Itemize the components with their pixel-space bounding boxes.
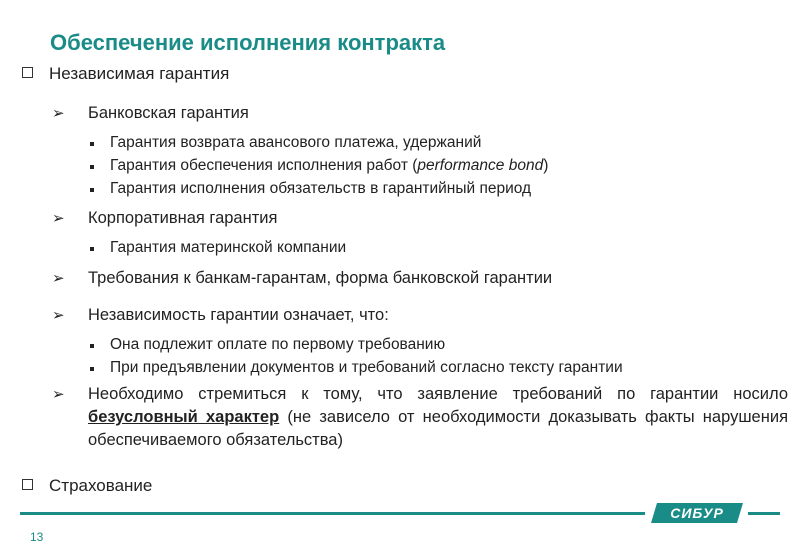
page-title: Обеспечение исполнения контракта (50, 30, 446, 55)
sub-item-text: При предъявлении документов и требований согласно тексту гарантии (110, 359, 623, 376)
item-label: Банковская гарантия (88, 104, 249, 122)
sibur-logo (651, 500, 743, 526)
section-label: Страхование (49, 476, 153, 495)
square-bullet-icon (90, 247, 94, 251)
section-independent-guarantee (22, 64, 229, 84)
footer-divider (20, 512, 645, 515)
sub-item-text: Гарантия материнской компании (110, 239, 347, 256)
checkbox-bullet-icon (22, 67, 33, 78)
item-label: Требования к банкам-гарантам, форма банковской гарантии (88, 269, 553, 287)
logo-text: СИБУР (670, 505, 724, 521)
checkbox-bullet-icon (22, 479, 33, 490)
sub-item-text: Гарантия обеспечения исполнения работ (performance bond) (110, 157, 549, 174)
square-bullet-icon (90, 165, 94, 169)
page-number: 13 (30, 530, 44, 544)
paragraph-unconditional: Необходимо стремиться к тому, что заявление требований по гарантии носило безусловный характер (не зависело от необходимости доказывать факты нарушения обеспечиваемого обязательства) (88, 385, 788, 449)
section-label: Независимая гарантия (49, 64, 230, 83)
square-bullet-icon (90, 142, 94, 146)
sub-item-text: Гарантия исполнения обязательств в гарантийный период (110, 180, 532, 197)
sub-item-text: Она подлежит оплате по первому требованию (110, 336, 446, 353)
item-label: Корпоративная гарантия (88, 209, 278, 227)
arrow-bullet-icon: ➢ (52, 105, 65, 122)
square-bullet-icon (90, 367, 94, 371)
section-insurance (22, 476, 152, 496)
square-bullet-icon (90, 344, 94, 348)
arrow-bullet-icon: ➢ (52, 210, 65, 227)
item-label: Независимость гарантии означает, что: (88, 306, 389, 324)
square-bullet-icon (90, 188, 94, 192)
emphasis-text: безусловный характер (88, 408, 280, 426)
arrow-bullet-icon: ➢ (52, 270, 65, 287)
arrow-bullet-icon: ➢ (52, 307, 65, 324)
arrow-bullet-icon: ➢ (52, 386, 65, 403)
italic-term: performance bond (417, 157, 544, 174)
sub-item-text: Гарантия возврата авансового платежа, удержаний (110, 134, 482, 151)
footer-divider (748, 512, 780, 515)
